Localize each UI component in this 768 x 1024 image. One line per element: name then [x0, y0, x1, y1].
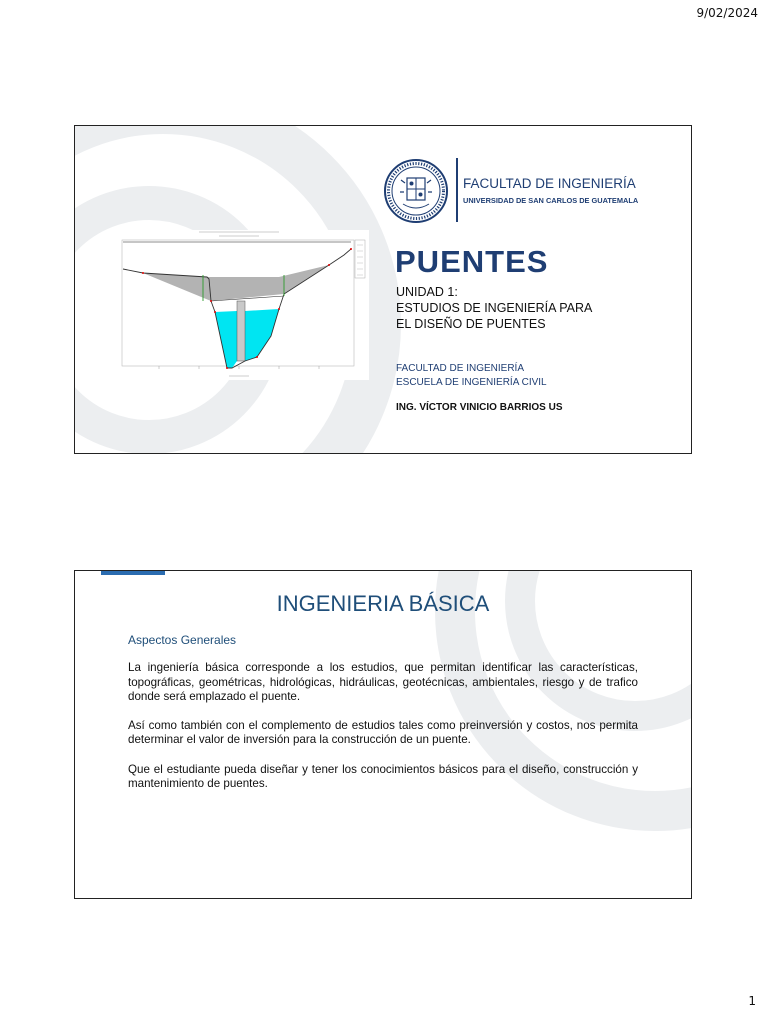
unit-subtitle: [396, 284, 592, 332]
unit-line: UNIDAD 1:: [396, 285, 458, 299]
page-date: 9/02/2024: [696, 6, 758, 20]
school-info: [396, 362, 547, 390]
plot-legend: [355, 240, 365, 278]
section-heading: Aspectos Generales: [128, 633, 237, 647]
slide-title: [74, 125, 692, 454]
bridge-pier: [237, 301, 245, 361]
school-line: FACULTAD DE INGENIERÍA: [396, 363, 524, 374]
logo-divider: [456, 158, 458, 222]
author-name: ING. VÍCTOR VINICIO BARRIOS US: [396, 402, 563, 413]
faculty-title: FACULTAD DE INGENIERÍA: [463, 176, 636, 191]
unit-line: ESTUDIOS DE INGENIERÍA PARA: [396, 301, 593, 315]
university-seal-icon: [383, 158, 449, 224]
school-line: ESCUELA DE INGENIERÍA CIVIL: [396, 377, 547, 388]
unit-line: EL DISEÑO DE PUENTES: [396, 317, 546, 331]
slide-main-title: PUENTES: [395, 244, 549, 279]
faculty-subtitle: UNIVERSIDAD DE SAN CARLOS DE GUATEMALA: [463, 196, 639, 205]
page-number: 1: [748, 994, 756, 1008]
accent-bar: [101, 571, 165, 575]
body-paragraph: Así como también con el complemento de estudios tales como preinversión y costos, nos permita determinar el valor de inversión para la construcción de un puente.: [128, 719, 638, 747]
slide-title: INGENIERIA BÁSICA: [276, 591, 490, 616]
slide-body: [128, 633, 638, 806]
body-paragraph: Que el estudiante pueda diseñar y tener los conocimientos básicos para el diseño, construcción y mantenimiento de puentes.: [128, 762, 638, 791]
bridge-cross-section-diagram: [119, 230, 369, 380]
faculty-logo: [383, 156, 663, 226]
body-paragraph: La ingeniería básica corresponde a los estudios, que permitan identificar las características, topográficas, geométricas, hidrológicas, hidráulicas, geotécnicas, ambientales, riesgo y de trafico donde será emplazado el puente.: [128, 661, 638, 703]
slide-ingenieria-basica: [74, 570, 692, 899]
